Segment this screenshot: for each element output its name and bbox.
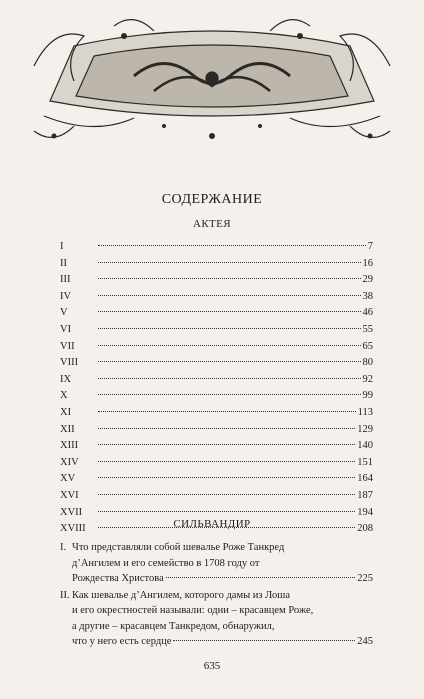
toc-page-number: 113 xyxy=(357,406,373,418)
toc-row xyxy=(60,372,373,389)
chapter-title-last-line xyxy=(72,634,373,650)
dot-leader xyxy=(98,361,361,362)
toc-row xyxy=(60,438,373,455)
section-title-silvandir: СИЛЬВАНДИР xyxy=(173,518,251,530)
toc-row xyxy=(60,422,373,439)
toc-page-number: 208 xyxy=(357,523,373,535)
toc-row xyxy=(60,405,373,422)
toc-page-number: 38 xyxy=(362,290,373,302)
toc-chapter-number: III xyxy=(60,274,71,286)
dot-leader xyxy=(98,444,355,445)
chapter-number: I. xyxy=(60,542,67,553)
chapter-title-line: а другие – красавцем Танкредом, обнаружил, xyxy=(72,620,275,632)
chapter-title-last-line xyxy=(72,571,373,587)
dot-leader xyxy=(98,328,361,329)
page-number: 635 xyxy=(203,660,221,672)
toc-page-number: 7 xyxy=(367,241,373,252)
dot-leader xyxy=(98,295,361,296)
toc-chapter-number: VI xyxy=(60,323,72,335)
toc-page-number: 194 xyxy=(357,506,373,518)
dot-leader xyxy=(98,428,355,429)
toc-page-number: 187 xyxy=(357,489,373,501)
toc-page-number: 129 xyxy=(357,423,373,435)
toc-row xyxy=(60,239,373,256)
toc-list xyxy=(60,239,373,538)
dot-leader xyxy=(98,345,361,346)
baroque-ornament xyxy=(14,6,410,156)
dot-leader xyxy=(173,640,355,641)
toc-page-number: 99 xyxy=(362,390,373,402)
toc-chapter-number: V xyxy=(60,307,68,319)
chapter-title-line: что у него есть сердце xyxy=(72,636,172,647)
toc-page-number: 55 xyxy=(362,323,373,335)
chapter-title-line: Что представляли собой шевалье Роже Танкред xyxy=(72,542,285,553)
chapter-number: II. xyxy=(60,589,70,601)
chapter-title-line: Как шевалье д’Ангилем, которого дамы из Лоша xyxy=(72,589,291,601)
toc-row xyxy=(60,305,373,322)
toc-chapter-number: II xyxy=(60,257,67,269)
toc-chapter-number: XVI xyxy=(60,489,79,501)
section-title-akteya: АКТЕЯ xyxy=(192,218,232,230)
toc-chapter-number: I xyxy=(60,241,64,252)
toc-row xyxy=(60,455,373,472)
toc-row xyxy=(60,488,373,505)
toc-chapter-number: IX xyxy=(60,373,72,385)
toc-chapter-number: XV xyxy=(60,473,76,485)
dot-leader xyxy=(98,494,355,495)
dot-leader xyxy=(98,262,361,263)
toc-chapter-number: XVII xyxy=(60,506,83,518)
toc-page-number: 151 xyxy=(357,456,373,468)
chapter-list xyxy=(60,540,373,651)
toc-chapter-number: XIII xyxy=(60,440,79,452)
chapter-title-line: Рождества Христова xyxy=(72,573,164,584)
dot-leader xyxy=(98,411,356,412)
toc-row xyxy=(60,256,373,273)
chapter-title-line: д’Ангилем и его семейство в 1708 году от xyxy=(72,557,260,569)
toc-row xyxy=(60,339,373,356)
toc-row xyxy=(60,289,373,306)
page-title: СОДЕРЖАНИЕ xyxy=(161,192,263,207)
toc-row xyxy=(60,355,373,372)
toc-page-number: 46 xyxy=(362,307,373,319)
dot-leader xyxy=(98,461,355,462)
toc-chapter-number: IV xyxy=(60,290,72,302)
toc-row xyxy=(60,388,373,405)
chapter-entry xyxy=(60,540,373,587)
toc-row xyxy=(60,322,373,339)
toc-chapter-number: VIII xyxy=(60,357,79,369)
toc-page-number: 29 xyxy=(362,274,373,286)
chapter-title-line: и его окрестностей называли: одни – красавцем Роже, xyxy=(72,605,314,616)
dot-leader xyxy=(166,577,356,578)
toc-chapter-number: VII xyxy=(60,340,75,352)
toc-page-number: 80 xyxy=(362,357,373,369)
toc-chapter-number: XII xyxy=(60,423,75,435)
chapter-page-number: 245 xyxy=(357,636,373,647)
dot-leader xyxy=(98,394,361,395)
toc-chapter-number: XI xyxy=(60,406,72,418)
toc-chapter-number: XIV xyxy=(60,456,79,468)
toc-page-number: 92 xyxy=(362,373,373,385)
dot-leader xyxy=(98,511,355,512)
dot-leader xyxy=(98,311,361,312)
dot-leader xyxy=(98,245,366,246)
toc-page-number: 140 xyxy=(357,440,373,452)
dot-leader xyxy=(98,278,361,279)
toc-row xyxy=(60,471,373,488)
toc-page-number: 164 xyxy=(357,473,373,485)
dot-leader xyxy=(98,477,355,478)
toc-row xyxy=(60,272,373,289)
toc-page-number: 65 xyxy=(362,340,373,352)
chapter-page-number: 225 xyxy=(357,573,373,584)
toc-chapter-number: X xyxy=(60,390,68,402)
toc-page-number: 16 xyxy=(362,257,373,269)
chapter-entry xyxy=(60,588,373,650)
dot-leader xyxy=(98,378,361,379)
toc-chapter-number: XVIII xyxy=(60,523,86,535)
